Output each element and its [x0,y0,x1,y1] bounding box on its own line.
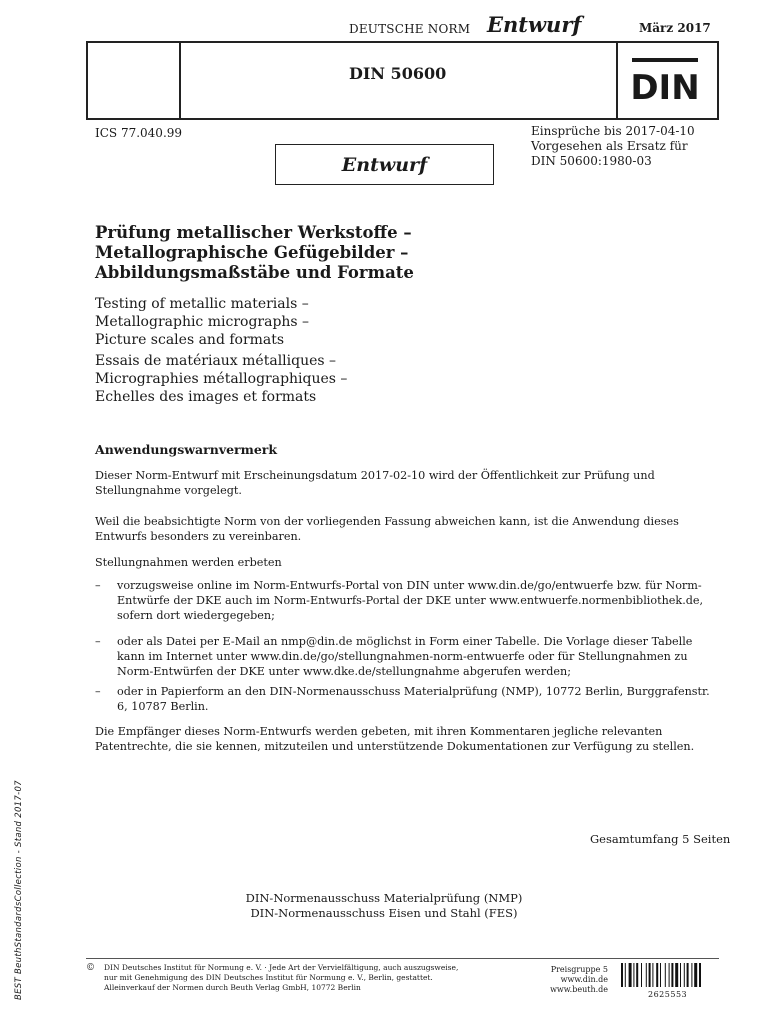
list-dash: – [95,635,101,648]
barcode-bar [656,963,658,987]
barcode-icon [620,963,720,991]
collection-stamp: BEST BeuthStandardsCollection - Stand 2017-07 [14,780,24,1000]
comment-deadline: Einsprüche bis 2017-04-10 [531,124,695,138]
title-french-line: Micrographies métallographiques – [95,371,348,387]
barcode-bar [660,963,661,987]
barcode-bar [636,963,638,987]
notice-heading: Anwendungswarnvermerk [95,442,278,457]
barcode-bar [675,963,678,987]
title-english-line: Testing of metallic materials – [95,296,309,312]
barcode-bar [691,963,692,987]
barcode-number: 2625553 [648,990,688,999]
copyright-line: DIN Deutsches Institut für Normung e. V. · Jede Art der Vervielfältigung, auch auszugsweise, [104,963,459,972]
barcode-bar [694,963,697,987]
committees [0,891,768,921]
title-english-line: Picture scales and formats [95,332,285,348]
notice-paragraph: Die Empfänger dieses Norm-Entwurfs werden gebeten, mit ihren Kommentaren jegliche relevanten Patentrechte, die sie kennen, mitzuteilen und unterstützende Dokumentationen zur Verfügung zu stellen. [95,725,695,753]
barcode-bar [680,963,681,987]
title-german-line: Abbildungsmaßstäbe und Formate [95,263,414,282]
barcode-bar [669,963,670,987]
barcode-bar [699,963,701,987]
barcode-bar [629,963,632,987]
barcode-bar [641,963,642,987]
title-french [95,352,347,406]
title-french-line: Essais de matériaux métalliques – [95,353,337,369]
header-norm-label: DEUTSCHE NORM [349,22,471,36]
din-logo-text: DIN [630,68,700,105]
list-dash: – [95,579,101,592]
title-german-line: Prüfung metallischer Werkstoffe – [95,223,412,242]
barcode-bar [665,963,666,987]
replaced-standard: DIN 50600:1980-03 [531,154,652,168]
copyright-notice [104,963,464,992]
barcode-bar [621,963,623,987]
committee-name: DIN-Normenausschuss Eisen und Stahl (FES) [250,906,518,920]
list-item-text: oder als Datei per E-Mail an nmp@din.de möglichst in Form einer Tabelle. Die Vorlage dieser Tabelle kann im Internet unter www.din.de/go/stellungnahmen-norm-entwuerfe oder für Stellungnahmen zu Norm-Entwürfen der DKE unter www.dke.de/stellungnahme abgerufen werden; [117,635,693,678]
price-group: Preisgruppe 5 [550,965,608,974]
document-number: DIN 50600 [349,64,447,83]
title-box-divider-right [616,43,618,118]
din-logo [630,55,700,105]
replacement-info [531,124,695,169]
barcode-bar [652,963,653,987]
title-french-line: Echelles des images et formats [95,389,317,405]
title-german [95,223,414,283]
header-status: Entwurf [487,12,582,37]
notice-paragraph: Weil die beabsichtigte Norm von der vorliegenden Fassung abweichen kann, ist die Anwendung dieses Entwurfs besonders zu vereinbaren. [95,515,679,543]
title-english-line: Metallographic micrographs – [95,314,310,330]
copyright-icon: © [86,963,95,973]
barcode-bar [687,963,689,987]
header-date: März 2017 [639,21,711,35]
copyright-line: Alleinverkauf der Normen durch Beuth Verlag GmbH, 10772 Berlin [104,982,361,992]
barcode-bar [625,963,626,987]
barcode-bar [649,963,651,987]
ics-code: ICS 77.040.99 [95,126,183,140]
list-dash: – [95,685,101,698]
barcode-bar [646,963,647,987]
barcode-bar [671,963,673,987]
replacement-label: Vorgesehen als Ersatz für [531,139,688,153]
notice-paragraph: Stellungnahmen werden erbeten [95,556,282,569]
title-box-divider-left [179,43,181,118]
copyright-line: nur mit Genehmigung des DIN Deutsches Institut für Normung e. V., Berlin, gestattet. [104,972,433,982]
notice-paragraph: Dieser Norm-Entwurf mit Erscheinungsdatum 2017-02-10 wird der Öffentlichkeit zur Prüfung und Stellungnahme vorgelegt. [95,469,655,497]
din-logo-bar [632,58,698,62]
barcode-bar [633,963,634,987]
draft-box: Entwurf [275,144,494,185]
price-info [548,965,608,995]
barcode-bar [684,963,685,987]
din-website: www.din.de [560,975,608,984]
title-english [95,295,309,349]
beuth-website: www.beuth.de [550,985,608,994]
list-item-text: vorzugsweise online im Norm-Entwurfs-Portal von DIN unter www.din.de/go/entwuerfe bzw. für Norm-Entwürfe der DKE auch im Norm-Entwurfs-Portal der DKE unter www.entwuerfe.normenbibliothek.de, sofern dort wiedergegeben; [117,579,704,622]
title-german-line: Metallographische Gefügebilder – [95,243,409,262]
list-item-text: oder in Papierform an den DIN-Normenausschuss Materialprüfung (NMP), 10772 Berlin, Burggrafenstr. 6, 10787 Berlin. [117,685,710,713]
page-count: Gesamtumfang 5 Seiten [590,832,731,846]
footer-rule [86,958,719,959]
committee-name: DIN-Normenausschuss Materialprüfung (NMP) [245,891,523,905]
